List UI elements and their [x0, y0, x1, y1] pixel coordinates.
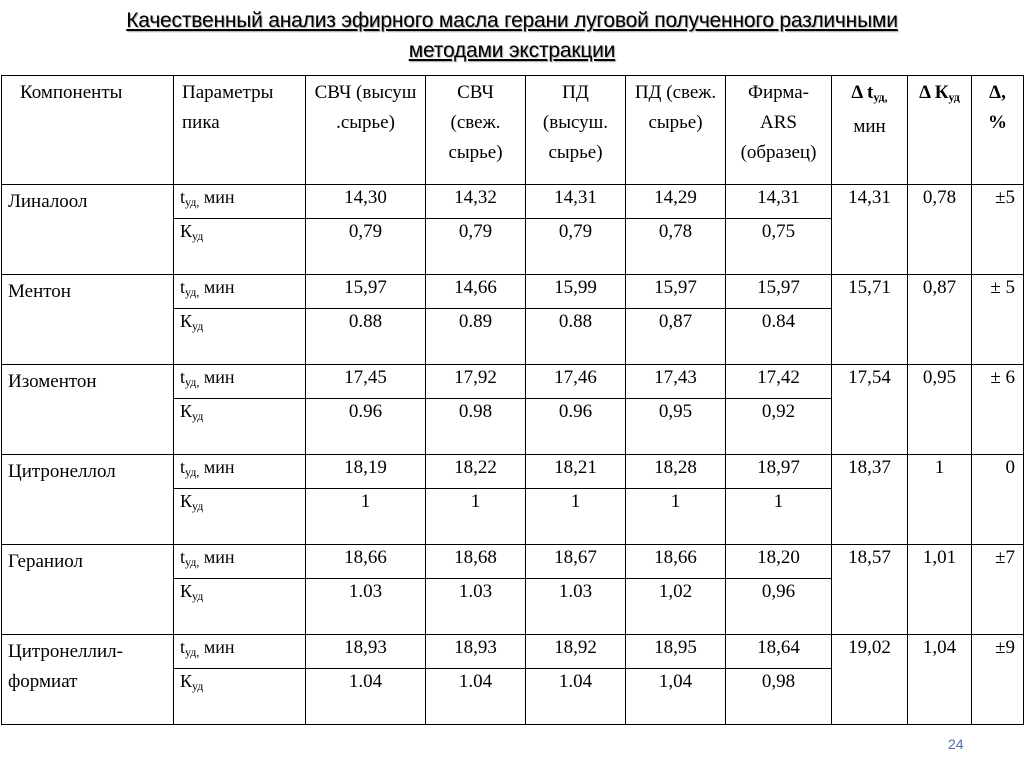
param-k-sub: уд — [192, 229, 204, 243]
component-name: Цитронеллол — [2, 455, 174, 545]
param-k-main: К — [180, 581, 193, 601]
header-ars: Фирма-ARS (образец) — [726, 76, 832, 185]
cell-t-value: 15,97 — [626, 275, 726, 309]
cell-k-value: 0,78 — [626, 219, 726, 275]
cell-k-value: 1.04 — [306, 669, 426, 725]
analysis-table — [1, 75, 1024, 725]
cell-t-value: 14,29 — [626, 185, 726, 219]
cell-t-value: 18,95 — [626, 635, 726, 669]
param-label-t — [174, 365, 306, 399]
cell-t-value: 15,99 — [526, 275, 626, 309]
cell-k-value: 0,87 — [626, 309, 726, 365]
cell-k-value: 0,79 — [426, 219, 526, 275]
cell-t-value: 17,45 — [306, 365, 426, 399]
cell-k-value: 0.84 — [726, 309, 832, 365]
cell-k-value: 1 — [306, 489, 426, 545]
component-name: Ментон — [2, 275, 174, 365]
param-t-sub: уд, — [185, 285, 200, 299]
cell-k-value: 1 — [726, 489, 832, 545]
cell-t-value: 17,46 — [526, 365, 626, 399]
table-row — [2, 545, 1024, 579]
cell-k-value: 0,92 — [726, 399, 832, 455]
header-delta-t-sub: уд, — [873, 90, 888, 104]
component-name: Гераниол — [2, 545, 174, 635]
cell-t-value: 18,22 — [426, 455, 526, 489]
cell-t-value: 18,21 — [526, 455, 626, 489]
cell-k-value: 0,98 — [726, 669, 832, 725]
header-delta-k — [908, 76, 972, 185]
cell-t-value: 14,30 — [306, 185, 426, 219]
header-components: Компоненты — [2, 76, 174, 185]
param-label-k — [174, 309, 306, 365]
cell-delta-t: 15,71 — [832, 275, 908, 365]
cell-k-value: 0,75 — [726, 219, 832, 275]
cell-delta-k: 1,04 — [908, 635, 972, 725]
cell-t-value: 18,97 — [726, 455, 832, 489]
cell-t-value: 17,92 — [426, 365, 526, 399]
cell-k-value: 1 — [426, 489, 526, 545]
title-line-1: Качественный анализ эфирного масла герани луговой полученного различными — [126, 9, 898, 32]
param-label-t — [174, 185, 306, 219]
param-label-k — [174, 489, 306, 545]
param-label-k — [174, 669, 306, 725]
param-label-k — [174, 579, 306, 635]
cell-delta-k: 1,01 — [908, 545, 972, 635]
cell-t-value: 17,43 — [626, 365, 726, 399]
param-k-sub: уд — [192, 499, 204, 513]
param-label-t — [174, 545, 306, 579]
cell-k-value: 1.03 — [306, 579, 426, 635]
cell-t-value: 14,31 — [526, 185, 626, 219]
cell-t-value: 18,19 — [306, 455, 426, 489]
header-svch-fresh: СВЧ (свеж. сырье) — [426, 76, 526, 185]
param-t-unit: мин — [199, 457, 235, 477]
param-t-main: t — [180, 457, 186, 477]
cell-k-value: 0.96 — [526, 399, 626, 455]
cell-t-value: 14,31 — [726, 185, 832, 219]
param-label-t — [174, 635, 306, 669]
cell-t-value: 18,93 — [426, 635, 526, 669]
cell-delta-k: 0,87 — [908, 275, 972, 365]
cell-t-value: 18,68 — [426, 545, 526, 579]
cell-t-value: 14,66 — [426, 275, 526, 309]
cell-t-value: 18,66 — [306, 545, 426, 579]
param-t-unit: мин — [199, 187, 235, 207]
param-t-main: t — [180, 187, 186, 207]
table-row — [2, 365, 1024, 399]
cell-k-value: 1.03 — [426, 579, 526, 635]
header-delta-t-main: Δ t — [851, 82, 874, 103]
param-k-main: К — [180, 671, 193, 691]
param-t-sub: уд, — [185, 195, 200, 209]
param-t-unit: мин — [199, 547, 235, 567]
cell-delta-pct: ±5 — [972, 185, 1024, 275]
cell-t-value: 15,97 — [726, 275, 832, 309]
param-t-unit: мин — [199, 277, 235, 297]
param-t-sub: уд, — [185, 645, 200, 659]
header-pd-fresh: ПД (свеж. сырье) — [626, 76, 726, 185]
cell-k-value: 0.98 — [426, 399, 526, 455]
cell-delta-t: 19,02 — [832, 635, 908, 725]
slide-title — [40, 6, 984, 66]
header-delta-k-main: Δ К — [919, 82, 949, 103]
header-delta-k-sub: уд — [948, 90, 960, 104]
cell-t-value: 14,32 — [426, 185, 526, 219]
cell-delta-pct: ±7 — [972, 545, 1024, 635]
table-row — [2, 185, 1024, 219]
param-t-unit: мин — [199, 367, 235, 387]
cell-k-value: 0.88 — [526, 309, 626, 365]
header-pd-dry: ПД (высуш. сырье) — [526, 76, 626, 185]
param-k-main: К — [180, 221, 193, 241]
cell-delta-t: 14,31 — [832, 185, 908, 275]
cell-t-value: 18,92 — [526, 635, 626, 669]
cell-delta-t: 17,54 — [832, 365, 908, 455]
component-name: Линалоол — [2, 185, 174, 275]
param-t-sub: уд, — [185, 465, 200, 479]
header-svch-dry: СВЧ (высуш .сырье) — [306, 76, 426, 185]
table-row — [2, 275, 1024, 309]
cell-t-value: 17,42 — [726, 365, 832, 399]
param-t-main: t — [180, 637, 186, 657]
param-t-unit: мин — [199, 637, 235, 657]
param-t-main: t — [180, 547, 186, 567]
cell-k-value: 0,79 — [306, 219, 426, 275]
cell-k-value: 1.03 — [526, 579, 626, 635]
title-line-2: методами экстракции — [408, 39, 616, 62]
param-k-main: К — [180, 491, 193, 511]
cell-delta-k: 1 — [908, 455, 972, 545]
header-row — [2, 76, 1024, 185]
cell-k-value: 0,79 — [526, 219, 626, 275]
cell-k-value: 0,96 — [726, 579, 832, 635]
param-k-main: К — [180, 401, 193, 421]
cell-k-value: 0,95 — [626, 399, 726, 455]
table-row — [2, 635, 1024, 669]
page-number: 24 — [948, 736, 964, 752]
param-t-sub: уд, — [185, 375, 200, 389]
param-t-main: t — [180, 277, 186, 297]
cell-k-value: 1 — [526, 489, 626, 545]
cell-delta-pct: ± 6 — [972, 365, 1024, 455]
param-label-k — [174, 399, 306, 455]
cell-k-value: 0.89 — [426, 309, 526, 365]
cell-k-value: 1.04 — [526, 669, 626, 725]
param-k-sub: уд — [192, 679, 204, 693]
cell-delta-k: 0,78 — [908, 185, 972, 275]
cell-t-value: 18,67 — [526, 545, 626, 579]
cell-t-value: 18,66 — [626, 545, 726, 579]
header-params: Параметры пика — [174, 76, 306, 185]
header-delta-pct: Δ, % — [972, 76, 1024, 185]
cell-t-value: 18,93 — [306, 635, 426, 669]
cell-delta-pct: ±9 — [972, 635, 1024, 725]
param-label-k — [174, 219, 306, 275]
header-delta-t — [832, 76, 908, 185]
cell-k-value: 0.96 — [306, 399, 426, 455]
cell-delta-k: 0,95 — [908, 365, 972, 455]
cell-k-value: 1,02 — [626, 579, 726, 635]
param-t-sub: уд, — [185, 555, 200, 569]
param-k-sub: уд — [192, 319, 204, 333]
cell-delta-pct: ± 5 — [972, 275, 1024, 365]
table-row — [2, 455, 1024, 489]
param-label-t — [174, 455, 306, 489]
cell-t-value: 18,20 — [726, 545, 832, 579]
cell-t-value: 18,64 — [726, 635, 832, 669]
cell-delta-pct: 0 — [972, 455, 1024, 545]
param-k-sub: уд — [192, 409, 204, 423]
cell-k-value: 1.04 — [426, 669, 526, 725]
header-delta-t-unit: мин — [853, 116, 886, 137]
cell-t-value: 18,28 — [626, 455, 726, 489]
cell-k-value: 1 — [626, 489, 726, 545]
component-name: Цитронеллил-формиат — [2, 635, 174, 725]
param-label-t — [174, 275, 306, 309]
param-t-main: t — [180, 367, 186, 387]
cell-delta-t: 18,37 — [832, 455, 908, 545]
param-k-sub: уд — [192, 589, 204, 603]
cell-t-value: 15,97 — [306, 275, 426, 309]
component-name: Изоментон — [2, 365, 174, 455]
cell-delta-t: 18,57 — [832, 545, 908, 635]
cell-k-value: 0.88 — [306, 309, 426, 365]
param-k-main: К — [180, 311, 193, 331]
cell-k-value: 1,04 — [626, 669, 726, 725]
